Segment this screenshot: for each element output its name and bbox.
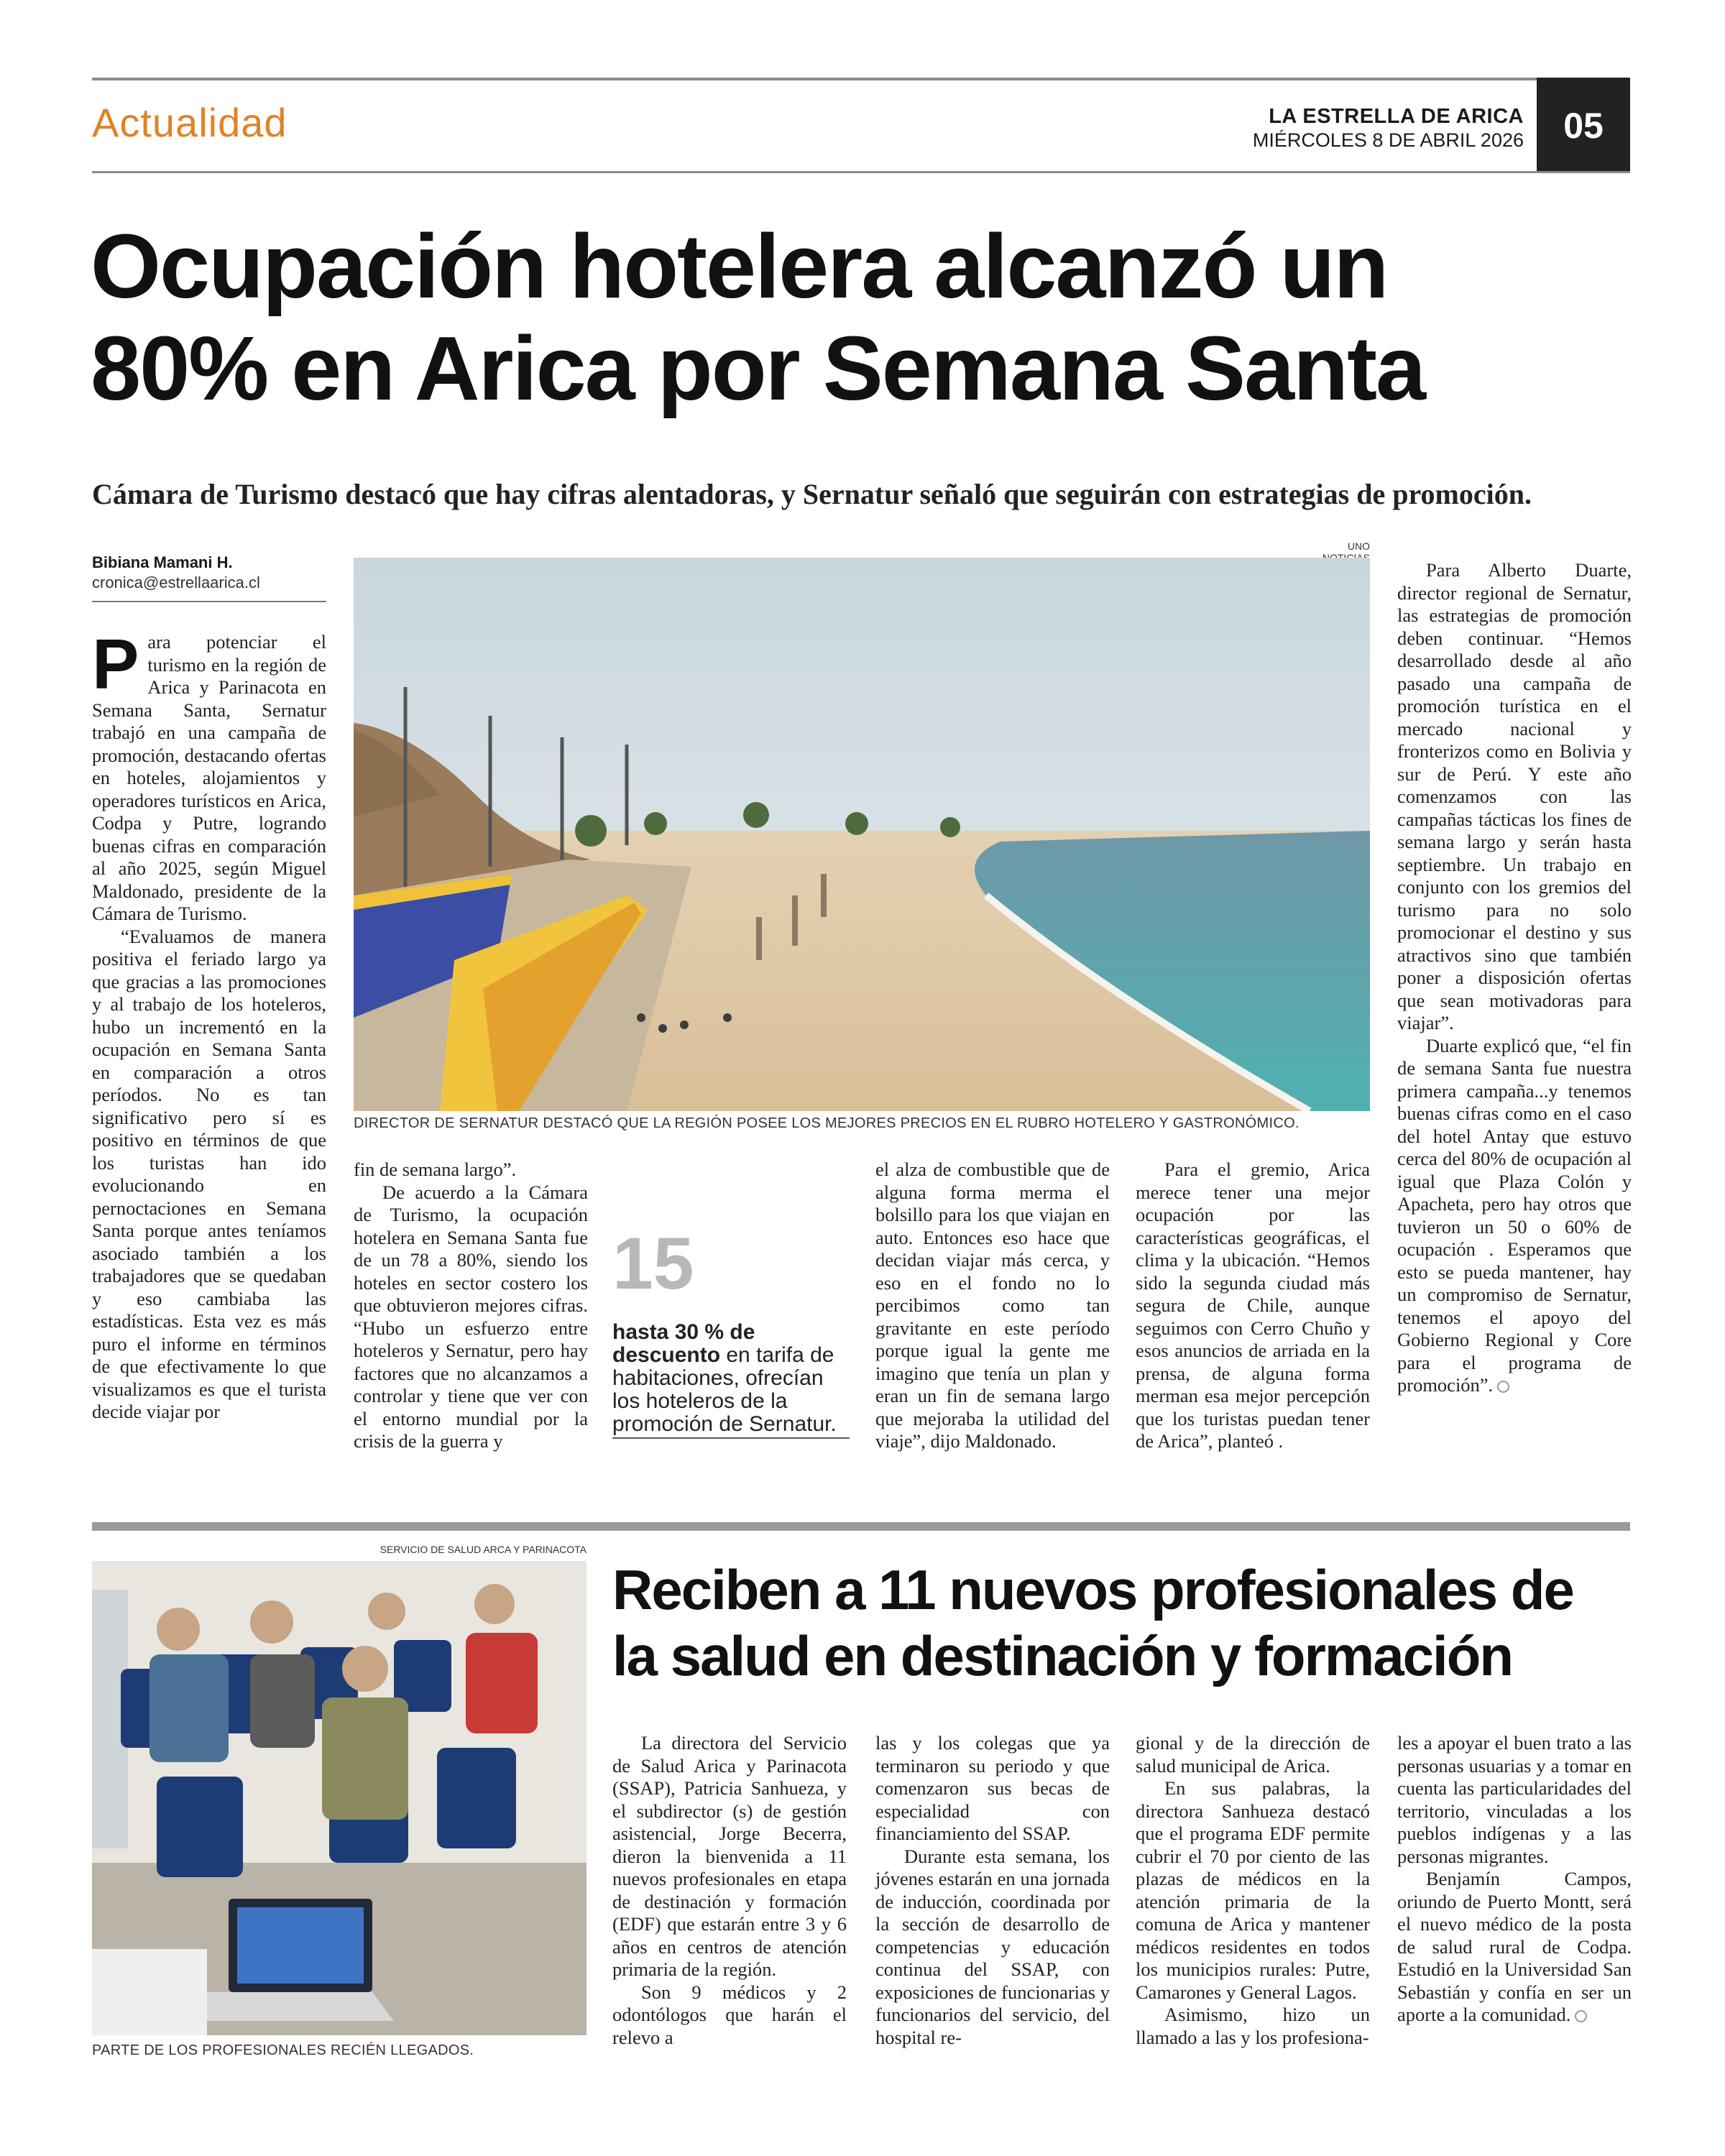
end-mark-icon [1575, 2010, 1587, 2022]
second-col2-paragraph-1: las y los colegas que ya terminaron su periodo y que comenzaron sus becas de especialidad con financiamiento del SSAP. [875, 1732, 1110, 1844]
author-email: cronica@estrellaarica.cl [92, 573, 260, 591]
health-photo-caption: PARTE DE LOS PROFESIONALES RECIÉN LLEGADOS. [92, 2042, 474, 2058]
main-col1-paragraph-2: “Evaluamos de manera positiva el feriado largo ya que gracias a las promociones y al trabajo de los hoteleros, hubo un incrementó en la ocupación en Semana Santa en comparación a otros períodos. No es tan significativo pero sí es positivo en términos de que los turistas han ido evolucionando en pernoctaciones en Semana Santa porque antes teníamos asociado también a los trabajadores que se quedaban y eso cambiaba las estadísticas. Esta vez es más puro el informe en términos de que efectivamente lo que visualizamos es que el turista decide viajar por [92, 925, 326, 1422]
second-column-2 [875, 1732, 1110, 2049]
page-number: 05 [1537, 78, 1630, 173]
main-col2-paragraph-1: fin de semana largo”. [354, 1158, 517, 1180]
main-col5-paragraph-2: Duarte explicó que, “el fin de semana Santa fue nuestra primera campaña...y tenemos buenas cifras como en el caso del hotel Antay que estuvo cerca del 80% de ocupación al igual que Plaza Colón y Apacheta, pero hay otros que tuvieron un 50 o 60% de ocupación . Esperamos que esto se pueda mantener, hay un compromiso de Sernatur, tenemos el apoyo del Gobierno Regional y Core para el programa de promoción”. [1397, 1034, 1632, 1396]
second-col2-paragraph-2: Durante esta semana, los jóvenes estarán en una jornada de inducción, coordinada por la sección de desarrollo de competencias y educación continua del SSAP, con exposiciones de funcionarias y funcionarios del servicio, del hospital re- [875, 1845, 1110, 2048]
highlight-rule [612, 1437, 850, 1439]
main-column-3 [875, 1158, 1110, 1453]
main-col4-paragraph-1: Para el gremio, Arica merece tener una mejor ocupación por las características geográficas, el clima y la ubicación. “Hemos sido la segunda ciudad más segura de Chile, aunque seguimos con Cerro Chuño y esos anuncios de arriada en la prensa, de alguna forma merman esa mejor percepción que los turistas puedan tener de Arica”, planteó . [1136, 1158, 1370, 1452]
second-col1-paragraph-2: Son 9 médicos y 2 odontólogos que harán el relevo a [612, 1981, 847, 2048]
main-col2-paragraph-2: De acuerdo a la Cámara de Turismo, la ocupación hotelera en Semana Santa fue de un 78 a 80%, siendo los hoteles en sector costero los que obtuvieron mejores cifras. “Hubo un esfuerzo entre hoteleros y Sernatur, pero hay factores que no alcanzamos a controlar y tiene que ver con el entorno mundial por la crisis de la guerra y [354, 1181, 588, 1452]
second-col4-paragraph-1: les a apoyar el buen trato a las personas usuarias y a tomar en cuenta las particularidades del territorio, vinculadas a los pueblos indígenas y a las personas migrantes. [1397, 1732, 1632, 1867]
drop-cap: P [92, 625, 139, 704]
main-headline-line1: Ocupación hotelera alcanzó un [91, 216, 1388, 317]
main-column-5 [1397, 559, 1632, 1397]
main-column-1 [92, 625, 326, 1424]
health-photo [92, 1561, 586, 2035]
second-column-4 [1397, 1732, 1632, 2027]
second-headline-line2: la salud en destinación y formación [612, 1624, 1513, 1687]
main-deck: Cámara de Turismo destacó que hay cifras alentadoras, y Sernatur señaló que seguirán con estrategias de promoción. [92, 478, 1532, 510]
top-rule [92, 78, 1630, 80]
highlight-rest: en tarifa de habitaciones, ofrecían los hoteleros de la promoción de Sernatur. [612, 1343, 837, 1436]
main-headline [91, 216, 1636, 420]
main-col1-paragraph-1: Para potenciar el turismo en la región de Arica y Parinacota en Semana Santa, Sernatur trabajó en una campaña de promoción, destacando ofertas en hoteles, alojamientos y operadores turísticos en Arica, Codpa y Putre, logrando buenas cifras en comparación al año 2025, según Miguel Maldonado, presidente de la Cámara de Turismo. [92, 625, 326, 924]
highlight-number: 15 [612, 1222, 694, 1304]
second-col3-paragraph-2: En sus palabras, la directora Sanhueza destacó que el programa EDF permite cubrir el 70 por ciento de las plazas de médicos en la atención primaria de la comuna de Arica y mantener médicos residentes en todos los municipios rurales: Putre, Camarones y General Lagos. [1136, 1777, 1370, 2003]
main-column-4 [1136, 1158, 1370, 1453]
main-col5-paragraph-1: Para Alberto Duarte, director regional de Sernatur, las estrategias de promoción deben continuar. “Hemos desarrollado desde al año pasado una campaña de promoción turística en el mercado nacional y fronterizos como en Bolivia y sur de Perú. Y este año comenzamos con las campañas tácticas los fines de semana largo y serán hasta septiembre. Un trabajo en conjunto con los gremios del turismo para no solo promocionar el destino y sus atractivos sino que también poner a disposición ofertas que sean motivadoras para viajar”. [1397, 559, 1632, 1033]
main-headline-line2: 80% en Arica por Semana Santa [91, 318, 1425, 419]
header-rule [92, 171, 1630, 173]
highlight-text [612, 1321, 850, 1436]
second-col4-paragraph-2: Benjamín Campos, oriundo de Puerto Montt, será el nuevo médico de la posta de salud rural de Codpa. Estudió en la Universidad San Sebastián y confía en ser un aporte a la comunidad. [1397, 1868, 1632, 2025]
section-divider [92, 1522, 1630, 1531]
end-mark-icon [1497, 1381, 1509, 1393]
health-photo-credit: SERVICIO DE SALUD ARCA Y PARINACOTA [380, 1544, 586, 1555]
second-headline-line1: Reciben a 11 nuevos profesionales de [612, 1558, 1573, 1621]
main-photo-caption: DIRECTOR DE SERNATUR DESTACÓ QUE LA REGIÓN POSEE LOS MEJORES PRECIOS EN EL RUBRO HOTELERO Y GASTRONÓMICO. [354, 1115, 1300, 1131]
byline: Bibiana Mamani H. [92, 553, 233, 571]
main-col3-paragraph-1: el alza de combustible que de alguna forma merma el bolsillo para los que viajan en auto. Entonces eso hace que decidan viajar más cerca, y eso en el fondo no lo percibimos como tan gravitante en este período porque igual la gente me imagino que tenía un plan y eran un fin de semana largo que mejoraba la utilidad del viaje”, dijo Maldonado. [875, 1158, 1110, 1452]
beach-photo [354, 558, 1370, 1111]
section-title: Actualidad [92, 100, 288, 145]
byline-rule [92, 601, 326, 602]
newspaper-name: LA ESTRELLA DE ARICA [1269, 105, 1524, 128]
second-col3-paragraph-1: gional y de la dirección de salud municipal de Arica. [1136, 1732, 1370, 1777]
second-col3-paragraph-3: Asimismo, hizo un llamado a las y los profesiona- [1136, 2004, 1370, 2048]
main-column-2 [354, 1158, 588, 1453]
second-col1-paragraph-1: La directora del Servicio de Salud Arica y Parinacota (SSAP), Patricia Sanhueza, y el subdirector (s) de gestión asistencial, Jorge Becerra, dieron la bienvenida a 11 nuevos profesionales en etapa de destinación y formación (EDF) que estarán entre 3 y 6 años en centros de atención primaria de la región. [612, 1732, 847, 1980]
main-photo-credit: UNO [1347, 540, 1370, 552]
second-headline [612, 1557, 1633, 1689]
highlight-bold: hasta 30 % de descuento [612, 1320, 755, 1367]
second-column-3 [1136, 1732, 1370, 2049]
issue-date: MIÉRCOLES 8 DE ABRIL 2026 [1252, 129, 1524, 151]
second-column-1 [612, 1732, 847, 2049]
